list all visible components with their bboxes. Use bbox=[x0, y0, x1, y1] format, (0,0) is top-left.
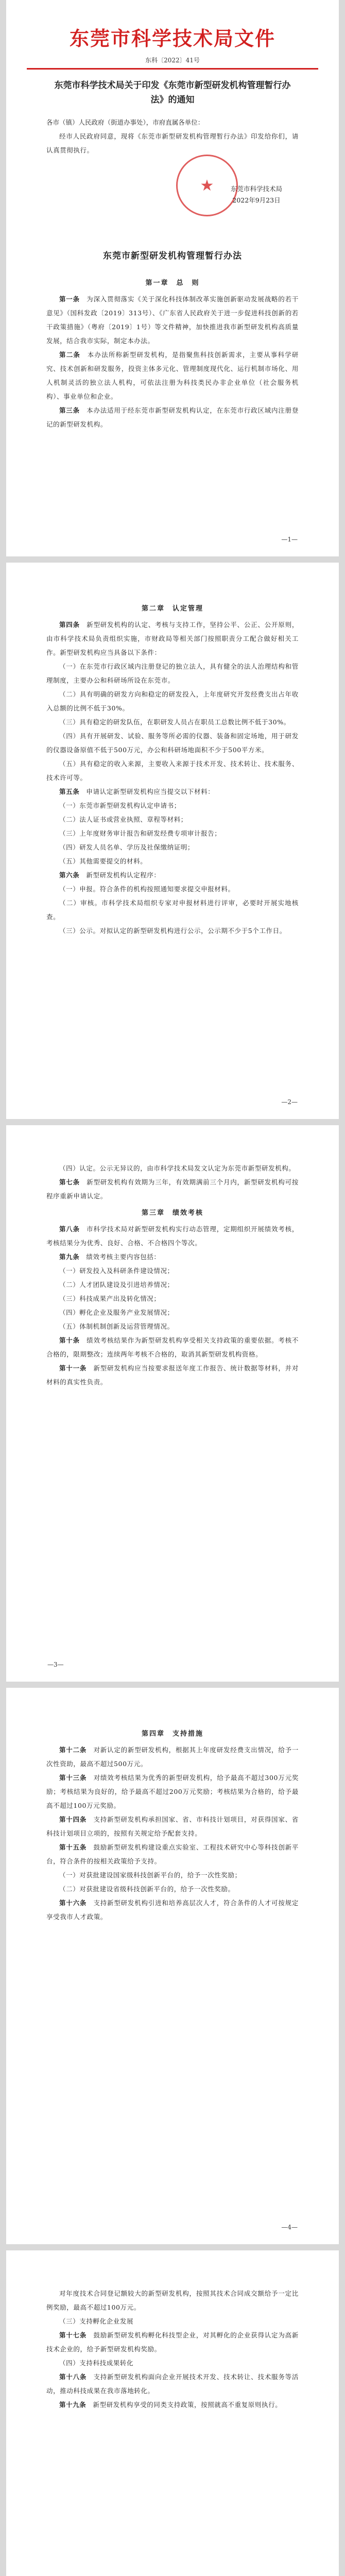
article-number: 第五条 bbox=[59, 788, 80, 795]
signature-block bbox=[231, 183, 282, 206]
article-text: 本办法所称新型研发机构，是指聚焦科技创新需求，主要从事科学研究、技术创新和研发服务，投资主体多元化、管理制度现代化、运行机制市场化、用人机制灵活的独立法人机构，可依法注册为科技类民办非企业单位（社会服务机构）、事业单位和企业。 bbox=[46, 351, 299, 400]
article-number: 第八条 bbox=[59, 1225, 80, 1233]
article-paragraph bbox=[46, 1812, 299, 1840]
addressee-line: 各市（镇）人民政府（街道办事处），市府直属各单位： bbox=[46, 118, 204, 126]
article-paragraph: （一）东莞市新型研发机构认定申请书； bbox=[59, 802, 181, 809]
article-paragraph bbox=[46, 1896, 299, 1924]
article-paragraph bbox=[46, 1222, 299, 1250]
article-text: 新型研发机构认定程序： bbox=[79, 871, 161, 879]
addressee bbox=[46, 115, 299, 157]
article-number: 第十九条 bbox=[59, 2401, 87, 2409]
article-text: 为深入贯彻落实《关于深化科技体制改革实施创新驱动发展战略的若干意见》（国科发政〔2019〕313号）、《广东省人民政府关于进一步促进科技创新的若干政策措施》（粤府〔2019〕1号）等文件精神，加快推进我市新型研发机构高质量发展，结合我市实际，制定本办法。 bbox=[46, 295, 299, 345]
document-number: 东科〔2022〕41号 bbox=[145, 57, 200, 64]
article-paragraph bbox=[46, 868, 299, 882]
article-paragraph: 对年度技术合同登记额较大的新型研发机构，按照其技术合同成交额给予一定比例奖励，最高不超过100万元。 bbox=[46, 2290, 299, 2311]
article-paragraph bbox=[46, 2328, 299, 2356]
article-text: 支持新型研发机构引进和培养高层次人才，符合条件的人才可按规定享受我市人才政策。 bbox=[46, 1899, 299, 1921]
article-paragraph: （三）上年度财务审计报告和研发经费专项审计报告； bbox=[59, 829, 221, 837]
article-paragraph bbox=[46, 1771, 299, 1812]
article-number: 第十七条 bbox=[59, 2331, 87, 2339]
seal-star-icon: ★ bbox=[200, 177, 214, 195]
document-page-2 bbox=[6, 563, 339, 1119]
article-paragraph bbox=[46, 1250, 299, 1264]
article-text: 新型研发机构有效期为三年，有效期满前三个月内，新型研发机构可按程序重新申请认定。 bbox=[46, 1178, 299, 1200]
notice-title: 东莞市科学技术局关于印发《东莞市新型研发机构管理暂行办法》的通知 bbox=[54, 80, 291, 105]
page-1-body bbox=[46, 273, 299, 431]
article-number: 第十条 bbox=[59, 1336, 80, 1344]
article-number: 第十一条 bbox=[59, 1364, 87, 1372]
article-paragraph bbox=[46, 1175, 299, 1203]
article-number: 第七条 bbox=[59, 1178, 80, 1186]
document-page-5 bbox=[6, 2250, 339, 2576]
article-text: 新型研发机构应当按要求报送年度工作报告、统计数据等材料，并对材料的真实性负责。 bbox=[46, 1364, 299, 1386]
regulation-title: 东莞市新型研发机构管理暂行办法 bbox=[103, 251, 242, 261]
page-number: —1— bbox=[281, 536, 298, 543]
article-paragraph: （三）具有稳定的研发队伍，在职研发人员占在职员工总数比例不低于30%。 bbox=[59, 718, 290, 726]
article-paragraph: （一）对获批建设国家级科技创新平台的，给予一次性奖励； bbox=[59, 1871, 242, 1879]
article-paragraph: （五）具有稳定的收入来源，主要收入来源于技术开发、技术转让、技术服务、技术许可等。 bbox=[46, 760, 299, 782]
article-number: 第十六条 bbox=[59, 1899, 87, 1907]
article-text: 绩效考核主要内容包括： bbox=[79, 1253, 161, 1261]
page-5-body bbox=[46, 2286, 299, 2412]
chapter-heading: 第二章 认定管理 bbox=[141, 605, 203, 613]
article-text: 对绩效考核结果为优秀的新型研发机构，给予最高不超过300万元奖励；考核结果为良好的，给予最高不超过200万元奖励；考核结果为合格的，给予最高不超过100万元奖励。 bbox=[46, 1774, 299, 1809]
intro-paragraph: 经市人民政府同意，现将《东莞市新型研发机构管理暂行办法》印发给你们，请认真贯彻执行。 bbox=[46, 132, 299, 154]
article-paragraph: （一）研发投入及科研条件建设情况； bbox=[59, 1267, 174, 1275]
article-paragraph bbox=[46, 1361, 299, 1389]
article-paragraph bbox=[46, 403, 299, 431]
article-paragraph bbox=[46, 348, 299, 403]
article-paragraph bbox=[46, 2370, 299, 2398]
article-text: 新型研发机构享受的同类支持政策，按照就高不重复原则执行。 bbox=[86, 2401, 282, 2409]
article-text: 对新认定的新型研发机构，根据其上年度研发经费支出情况，给予一次性资助，最高不超过500万元。 bbox=[46, 1746, 299, 1768]
article-number: 第十四条 bbox=[59, 1816, 87, 1823]
article-paragraph bbox=[46, 2398, 299, 2412]
document-page-1 bbox=[6, 0, 339, 556]
article-paragraph bbox=[46, 1743, 299, 1771]
article-paragraph bbox=[46, 292, 299, 348]
article-number: 第十八条 bbox=[59, 2373, 87, 2381]
article-number: 第十二条 bbox=[59, 1746, 87, 1754]
article-paragraph: （三）公示。对拟认定的新型研发机构进行公示，公示期不少于5个工作日。 bbox=[59, 927, 286, 935]
red-divider-line bbox=[27, 68, 318, 70]
article-paragraph bbox=[46, 1333, 299, 1361]
page-number: —3— bbox=[47, 1661, 64, 1668]
article-paragraph: （五）其他需要提交的材料。 bbox=[59, 857, 147, 865]
page-4-body bbox=[46, 1724, 299, 1924]
page-2-body bbox=[46, 599, 299, 938]
article-paragraph: （四）研发人员名单、学历及社保缴纳证明； bbox=[59, 843, 195, 851]
article-text: 绩效考核结果作为新型研发机构享受相关支持政策的重要依据。考核不合格的，限期整改；连续两年考核不合格的，取消其新型研发机构资格。 bbox=[46, 1336, 299, 1358]
article-number: 第一条 bbox=[59, 295, 80, 303]
article-text: 鼓励新型研发机构孵化科技型企业，对其孵化的企业获得认定为高新技术企业的，给予新型研发机构奖励。 bbox=[46, 2331, 299, 2353]
article-text: 支持新型研发机构承担国家、省、市科技计划项目，对获得国家、省科技计划项目立项的，按照有关规定给予配套支持。 bbox=[46, 1816, 299, 1837]
article-paragraph: （二）人才团队建设及引进培养情况； bbox=[59, 1281, 174, 1289]
article-paragraph: （二）法人证书或营业执照、章程等材料； bbox=[59, 816, 187, 823]
article-number: 第六条 bbox=[59, 871, 80, 879]
article-paragraph: （二）审核。市科学技术局组织专家对申报材料进行评审，必要时开展实地核查。 bbox=[46, 899, 299, 921]
article-paragraph: （二）具有明确的研发方向和稳定的研发投入，上年度研究开发经费支出占年收入总额的比例不低于30%。 bbox=[46, 690, 299, 712]
article-text: 鼓励新型研发机构建设重点实验室、工程技术研究中心等科技创新平台，符合条件的按相关政策给予支持。 bbox=[46, 1843, 299, 1865]
article-text: 申请认定新型研发机构应当提交以下材料： bbox=[79, 788, 215, 795]
section-heading: （四）支持科技成果转化 bbox=[59, 2359, 134, 2367]
signature-date: 2022年9月23日 bbox=[232, 196, 281, 204]
chapter-heading: 第四章 支持措施 bbox=[141, 1730, 203, 1738]
article-paragraph: （五）体制机制创新及运营管理情况。 bbox=[59, 1323, 174, 1330]
official-seal bbox=[176, 155, 238, 216]
section-heading: （三）支持孵化企业发展 bbox=[59, 2317, 134, 2325]
article-number: 第十五条 bbox=[59, 1843, 87, 1851]
article-number: 第十三条 bbox=[59, 1774, 87, 1782]
chapter-heading: 第三章 绩效考核 bbox=[141, 1209, 203, 1217]
article-paragraph: （三）科技成果产出及转化情况； bbox=[59, 1295, 161, 1302]
article-number: 第二条 bbox=[59, 351, 81, 359]
article-paragraph: （四）孵化企业及服务产业发展情况； bbox=[59, 1309, 174, 1316]
article-number: 第四条 bbox=[59, 621, 80, 629]
article-paragraph: （四）认定。公示无异议的，由市科学技术局发文认定为东莞市新型研发机构。 bbox=[59, 1164, 296, 1172]
document-org-title: 东莞市科学技术局文件 bbox=[69, 27, 275, 50]
article-number: 第九条 bbox=[59, 1253, 80, 1261]
article-paragraph bbox=[46, 618, 299, 659]
document-page-3 bbox=[6, 1125, 339, 1682]
article-text: 本办法适用于经东莞市新型研发机构认定，在东莞市行政区域内注册登记的新型研发机构。 bbox=[46, 406, 299, 428]
article-paragraph bbox=[46, 1840, 299, 1868]
article-paragraph: （一）申报。符合条件的机构按照通知要求提交申报材料。 bbox=[59, 885, 235, 893]
article-paragraph bbox=[46, 785, 299, 799]
document-page-4 bbox=[6, 1688, 339, 2244]
article-text: 支持新型研发机构面向企业开展技术开发、技术转让、技术服务等活动，推动科技成果在我市落地转化。 bbox=[46, 2373, 299, 2395]
article-paragraph: （一）在东莞市行政区域内注册登记的独立法人，具有健全的法人治理结构和管理制度，主要办公和科研场所设在东莞市。 bbox=[46, 663, 299, 684]
page-number: —4— bbox=[281, 2224, 298, 2231]
chapter-heading: 第一章 总 则 bbox=[145, 279, 200, 287]
signature-org: 东莞市科学技术局 bbox=[230, 185, 282, 193]
page-number: —2— bbox=[281, 1098, 298, 1106]
article-paragraph: （四）具有开展研发、试验、服务等所必需的仪器、装备和固定场地，用于研发的仪器设备原值不低于500万元，办公和科研场地面积不少于500平方米。 bbox=[46, 732, 299, 754]
article-number: 第三条 bbox=[59, 406, 80, 414]
article-paragraph: （二）对获批建设省级科技创新平台的，给予一次性奖励。 bbox=[59, 1885, 235, 1893]
article-text: 市科学技术局对新型研发机构实行动态管理，定期组织开展绩效考核，考核结果分为优秀、良好、合格、不合格四个等次。 bbox=[46, 1225, 299, 1247]
article-text: 新型研发机构的认定、考核与支持工作，坚持公平、公正、公开原则，由市科学技术局负责组织实施，市财政局等相关部门按照职责分工配合做好相关工作。新型研发机构应当具备以下条件： bbox=[46, 621, 299, 656]
page-3-body bbox=[46, 1161, 299, 1389]
